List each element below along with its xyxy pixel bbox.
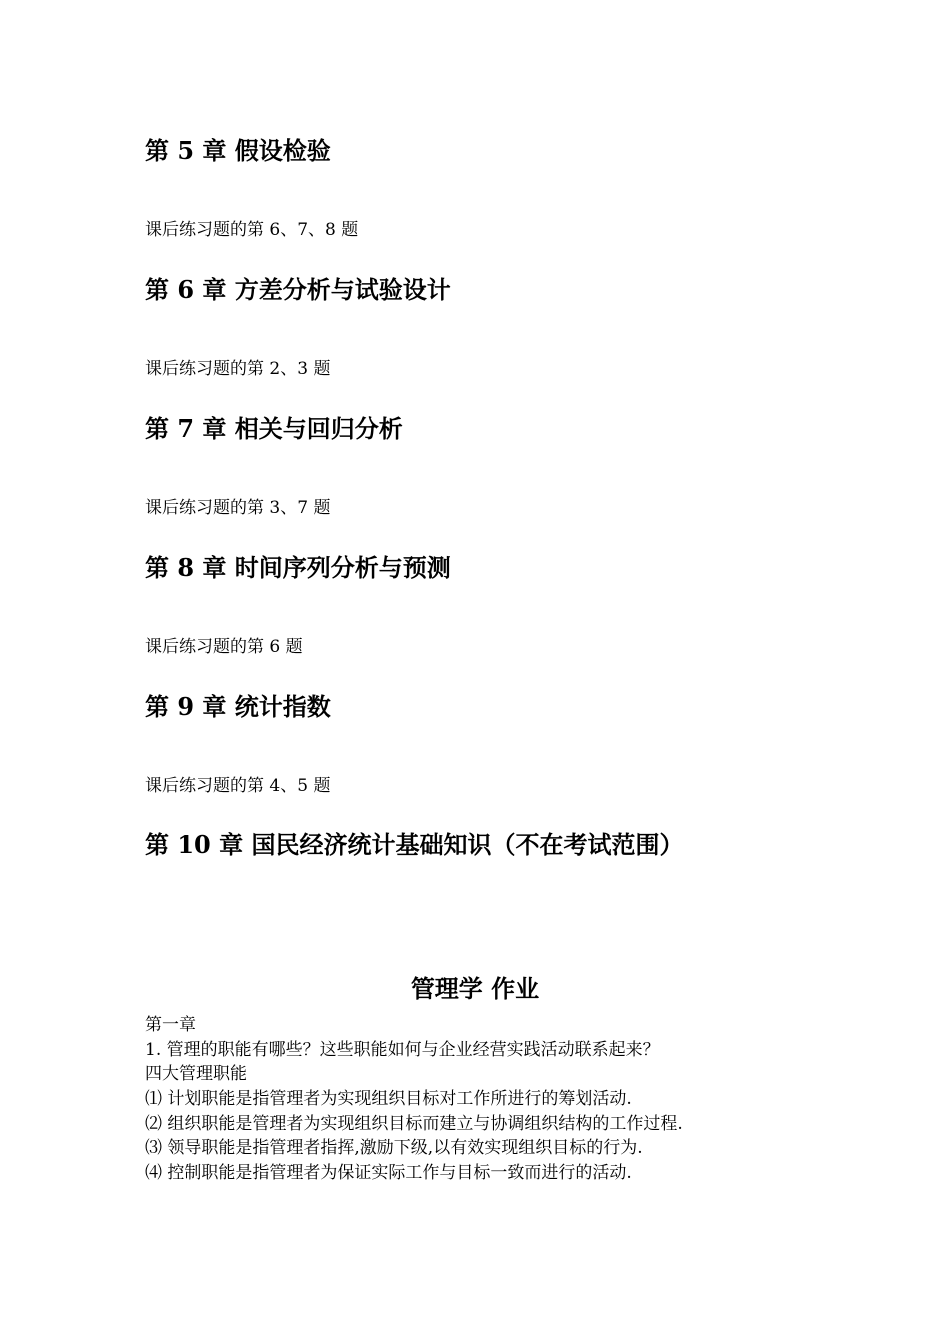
- chapter-5-exercise: 课后练习题的第 6、7、8 题: [145, 220, 359, 240]
- management-title: 管理学 作业: [410, 974, 540, 1003]
- chapter-6-heading: 第 6 章 方差分析与试验设计: [145, 275, 451, 304]
- function-item-leading: ⑶ 领导职能是指管理者指挥,激励下级,以有效实现组织目标的行为.: [145, 1138, 643, 1158]
- management-question: 1. 管理的职能有哪些？这些职能如何与企业经营实践活动联系起来？: [145, 1040, 660, 1060]
- function-item-organizing: ⑵ 组织职能是管理者为实现组织目标而建立与协调组织结构的工作过程.: [145, 1114, 683, 1134]
- chapter-9-exercise: 课后练习题的第 4、5 题: [145, 776, 331, 796]
- chapter-10-heading: 第 10 章 国民经济统计基础知识（不在考试范围）: [145, 830, 684, 859]
- chapter-8-heading: 第 8 章 时间序列分析与预测: [145, 553, 451, 582]
- chapter-5-heading: 第 5 章 假设检验: [145, 136, 331, 165]
- chapter-7-exercise: 课后练习题的第 3、7 题: [145, 498, 331, 518]
- management-chapter: 第一章: [145, 1015, 196, 1035]
- chapter-7-heading: 第 7 章 相关与回归分析: [145, 414, 403, 443]
- chapter-9-heading: 第 9 章 统计指数: [145, 692, 331, 721]
- function-item-controlling: ⑷ 控制职能是指管理者为保证实际工作与目标一致而进行的活动.: [145, 1163, 632, 1183]
- chapter-6-exercise: 课后练习题的第 2、3 题: [145, 359, 331, 379]
- chapter-8-exercise: 课后练习题的第 6 题: [145, 637, 303, 657]
- management-subtitle: 四大管理职能: [145, 1064, 247, 1084]
- function-item-planning: ⑴ 计划职能是指管理者为实现组织目标对工作所进行的筹划活动.: [145, 1089, 632, 1109]
